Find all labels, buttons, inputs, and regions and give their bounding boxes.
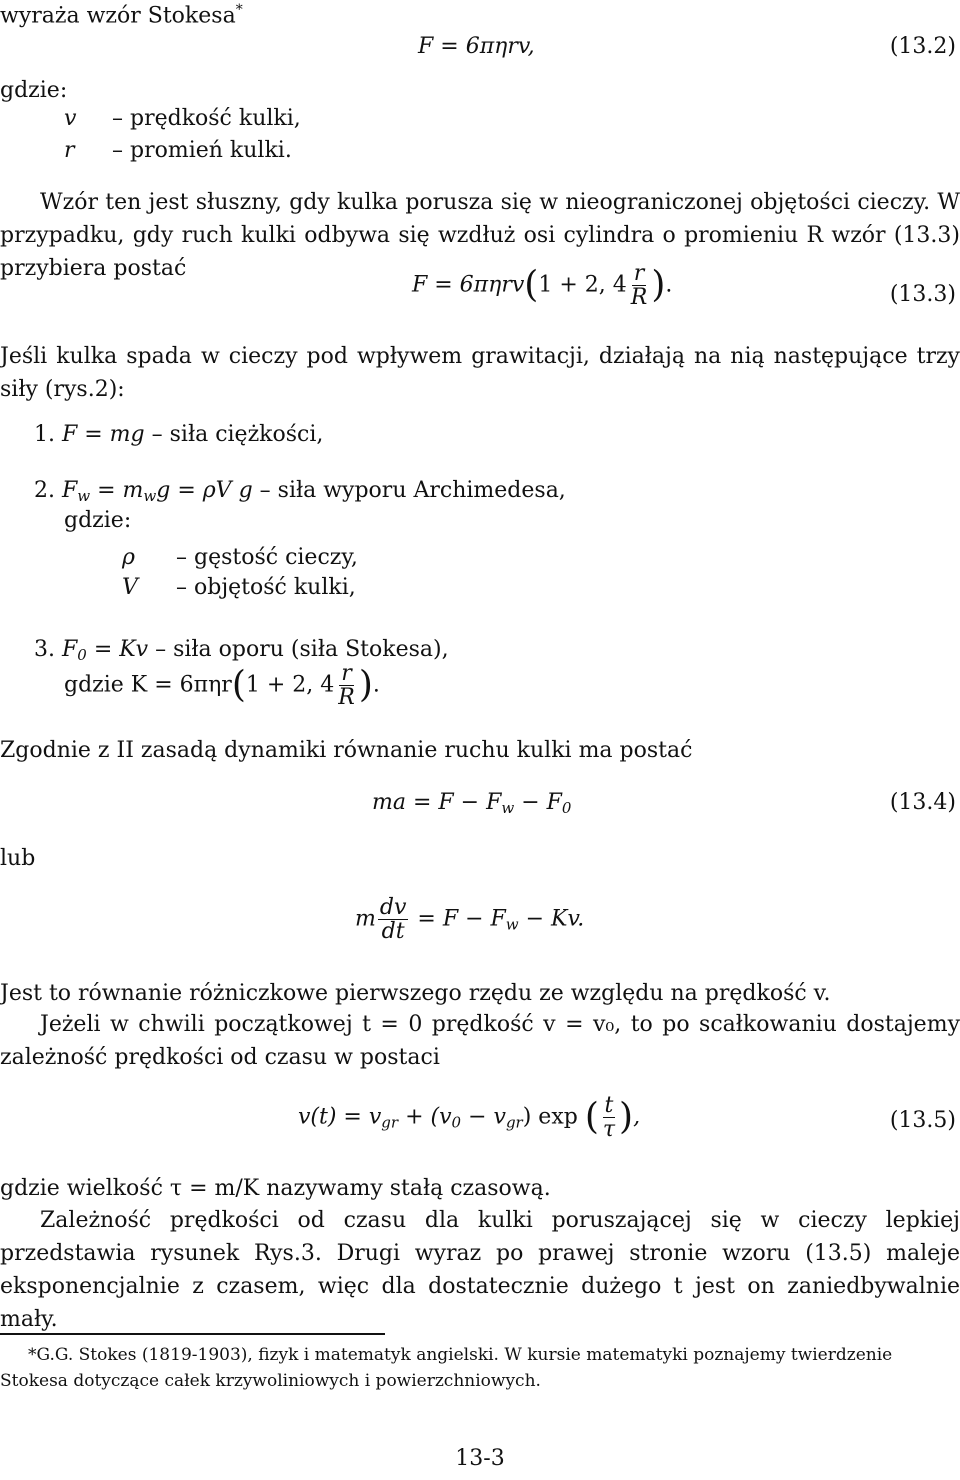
force-3-rhs: = Kv [93,637,149,662]
paragraph-6: gdzie wielkość τ = m/K nazywamy stałą czasową. [0,1176,551,1201]
footnote-rule [0,1333,385,1335]
page-number: 13-3 [455,1446,505,1471]
equation-13-4 [372,790,571,817]
force-item-2 [34,478,566,505]
ode-frac-num: dv [379,895,407,920]
force-2-number: 2. [34,478,55,503]
where2-sym-V: V [122,575,138,600]
eq133-fraction [629,262,650,309]
eq133-inner: 1 + 2, 4 [538,272,627,298]
force-2-desc: – siła wyporu Archimedesa, [259,478,566,503]
where3-inner: 1 + 2, 4 [245,672,335,698]
eq135-lhs: v(t) = v [298,1104,382,1130]
force-1-number: 1. [34,422,55,447]
lub-label: lub [0,846,36,871]
equation-ode [355,896,584,943]
force-3-F: F [62,637,78,662]
eq135-sub2: 0 [451,1113,462,1132]
where3-fraction [336,662,357,709]
paragraph-7: Zależność prędkości od czasu dla kulki poruszającej się w cieczy lepkiej przedstawia rysunek Rys.3. Drugi wyraz po prawej stronie wzoru (13.5) maleje eksponencjalnie z czasem, więc dla dostatecznie dużego t jest on zaniedbywalnie mały. [0,1208,960,1332]
force-3-number: 3. [34,637,55,662]
equation-13-5: $v(t) = v_{gr} + (v_0 - v_{gr})$ exp ( $\frac{t}{\tau}$ ), [298,1093,641,1143]
force-2-sub2: w [143,487,157,505]
eq133-frac-num: r [633,261,645,286]
force-2-sub: w [77,487,91,505]
eq135-exp: ) exp [522,1104,578,1130]
eq135-sub1: gr [381,1113,399,1132]
where3-tail: . [372,672,380,698]
force-2-rhs: g = ρV g [156,478,253,503]
force-3-desc: – siła oporu (siła Stokesa), [155,637,449,662]
eq133-lhs: F = 6πηrv [412,272,525,298]
eq135-sub3: gr [505,1113,523,1132]
ode-frac-den: dt [381,919,405,945]
force-3-sub: 0 [77,646,87,664]
eq135-mid: + (v [405,1104,452,1130]
paragraph-5: Jeżeli w chwili początkowej t = 0 prędkość v = v₀, to po scałkowaniu dostajemy zależność prędkości od czasu w postaci [0,1012,960,1070]
paragraph-4: Jest to równanie różniczkowe pierwszego rzędu ze względu na prędkość v. [0,981,831,1006]
eq134-sub2: 0 [561,799,572,817]
eq135-mid2: − v [468,1104,506,1130]
force-1-formula: F = mg [62,422,145,447]
equation-13-2 [418,34,535,59]
eq133-frac-den: R [630,285,648,311]
eq134-sub: w [501,799,515,817]
eq135-frac-num: t [604,1093,614,1118]
ode-m: m [355,906,376,932]
eq134-rest: − F [521,790,562,815]
paragraph-3: Zgodnie z II zasadą dynamiki równanie ruchu kulki ma postać [0,738,693,763]
where3-frac-den: R [338,685,355,711]
eq134-lhs: ma = F − F [372,790,502,815]
paragraph-1: Wzór ten jest słuszny, gdy kulka porusza się w nieograniczonej objętości cieczy. W przypadku, gdy ruch kulki odbywa się wzdłuż osi cylindra o promieniu R wzór (13.3) przybiera postać [0,190,960,281]
where3: gdzie K = 6πηr(1 + 2, 4 $\frac{r}{R}$ ). [64,661,380,711]
where3-label: gdzie K = 6πηr [64,672,232,698]
eq133-number: (13.3) [889,282,956,307]
intro-text [0,2,243,28]
footnote-mark: * [235,2,243,18]
eq135-number: (13.5) [889,1108,956,1133]
footnote-text: *G.G. Stokes (1819-1903), fizyk i matematyk angielski. W kursie matematyki poznajemy twierdzenie Stokesa dotyczące całek krzywoliniowych i powierzchniowych. [0,1345,893,1391]
where2-desc-V: – objętość kulki, [176,575,356,600]
where1-desc-r: – promień kulki. [112,138,292,163]
force-2-m: = m [97,478,144,503]
eq135-fraction [601,1094,617,1141]
force-item-1 [34,422,323,447]
ode-sub: w [505,915,519,934]
where1-desc-v: – prędkość kulki, [112,106,301,131]
intro-label: wyraża wzór Stokesa [0,3,236,29]
eq133-tail: . [665,272,673,298]
paragraph-2: Jeśli kulka spada w cieczy pod wpływem grawitacji, działają na nią następujące trzy siły (rys.2): [0,344,960,402]
where2-desc-rho: – gęstość cieczy, [176,545,358,570]
ode-rest: = F − F [417,906,506,932]
where2-label: gdzie: [64,508,132,533]
force-2-F: F [62,478,78,503]
force-item-3 [34,637,449,664]
force-1-desc: – siła ciężkości, [151,422,324,447]
equation-13-3: F = 6πηrv(1 + 2, 4 $\frac{r}{R}$ ). [412,261,673,311]
where1-label: gdzie: [0,78,68,103]
eq132-lhs: F [418,34,434,59]
eq134-number: (13.4) [889,790,956,815]
ode-rest2: − Kv. [525,906,585,932]
eq135-tail: , [633,1104,641,1130]
eq135-frac-den: τ [602,1117,616,1143]
eq132-rhs: = 6πηrv, [440,34,535,59]
where1-sym-v: v [64,106,77,131]
where1-sym-r: r [64,138,75,163]
ode-fraction [378,896,409,943]
eq132-number: (13.2) [889,34,956,59]
where2-sym-rho: ρ [122,545,135,570]
where3-frac-num: r [341,661,352,686]
